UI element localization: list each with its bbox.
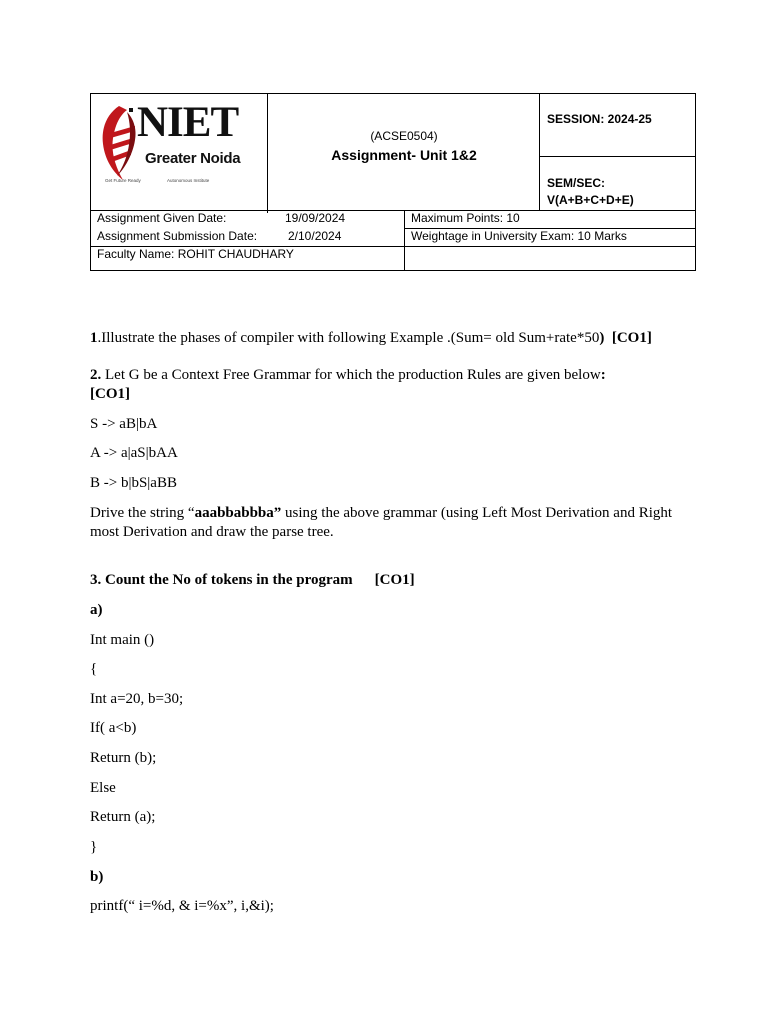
question-text: Let G be a Context Free Grammar for which the production Rules are given below	[101, 367, 601, 383]
code-line: printf(“ i=%d, & i=%x”, i,&i);	[90, 898, 274, 914]
code-line: Return (a);	[90, 809, 156, 825]
code-line: Else	[90, 780, 116, 796]
header-table	[90, 93, 696, 271]
sem-sec-value: V(A+B+C+D+E)	[547, 193, 634, 207]
grammar-rule: A -> a|aS|bAA	[90, 445, 178, 461]
session-label: SESSION: 2024-25	[547, 112, 652, 126]
code-line: Int main ()	[90, 632, 155, 648]
submission-date-label: Assignment Submission Date:	[97, 229, 258, 243]
question-3	[90, 571, 415, 590]
co-tag: [CO1]	[611, 330, 652, 346]
assignment-title: Assignment- Unit 1&2	[331, 147, 477, 163]
question-text: .Illustrate the phases of compiler with following Example .(Sum= old Sum+rate*50	[97, 330, 600, 346]
logo-tagline-right: Autonomous Institute	[167, 178, 210, 183]
question-1	[90, 329, 652, 348]
question-colon: :	[600, 367, 606, 383]
course-code: (ACSE0504)	[370, 129, 438, 143]
weightage: Weightage in University Exam: 10 Marks	[411, 229, 627, 243]
part-label: b)	[90, 869, 104, 885]
logo-brand: NIET	[137, 99, 239, 146]
co-tag: [CO1]	[374, 572, 415, 588]
grammar-rule: S -> aB|bA	[90, 416, 158, 432]
max-points: Maximum Points: 10	[411, 211, 520, 225]
grammar-rule: B -> b|bS|aBB	[90, 475, 177, 491]
table-divider	[539, 156, 696, 157]
niet-emblem-icon	[97, 104, 141, 184]
given-date-label: Assignment Given Date:	[97, 211, 227, 225]
co-tag: [CO1]	[90, 386, 130, 402]
part-label: a)	[90, 602, 103, 618]
sem-sec-label: SEM/SEC:	[547, 176, 606, 190]
logo-tagline-left: Get Future Ready	[105, 178, 141, 183]
question-number: 1	[90, 330, 98, 346]
faculty-name: Faculty Name: ROHIT CHAUDHARY	[97, 247, 294, 261]
assignment-title-block	[269, 128, 539, 165]
code-line: Int a=20, b=30;	[90, 691, 184, 707]
table-divider	[267, 94, 268, 213]
question-2	[90, 366, 606, 385]
question-heading: 3. Count the No of tokens in the program	[90, 572, 353, 588]
question-number: 2.	[90, 367, 102, 383]
code-line: {	[90, 661, 98, 677]
niet-logo	[95, 98, 241, 194]
code-line: If( a<b)	[90, 720, 137, 736]
target-string: aaabbabbba”	[194, 505, 282, 521]
logo-subtitle: Greater Noida	[145, 150, 241, 167]
given-date-value: 19/09/2024	[285, 211, 346, 225]
code-line: }	[90, 839, 98, 855]
submission-date-value: 2/10/2024	[288, 229, 342, 243]
table-divider	[404, 210, 405, 271]
instruction-text: Drive the string “	[90, 505, 195, 521]
part-b-label	[90, 868, 103, 887]
question-2-tag	[90, 385, 130, 404]
instruction-text: using the above grammar (using Left Most Derivation and Right most Derivation and draw the parse tree.	[90, 505, 673, 540]
derivation-instruction	[90, 504, 690, 542]
question-close: )	[599, 330, 605, 346]
part-a-label	[90, 601, 103, 620]
table-divider	[539, 94, 540, 211]
code-line: Return (b);	[90, 750, 157, 766]
